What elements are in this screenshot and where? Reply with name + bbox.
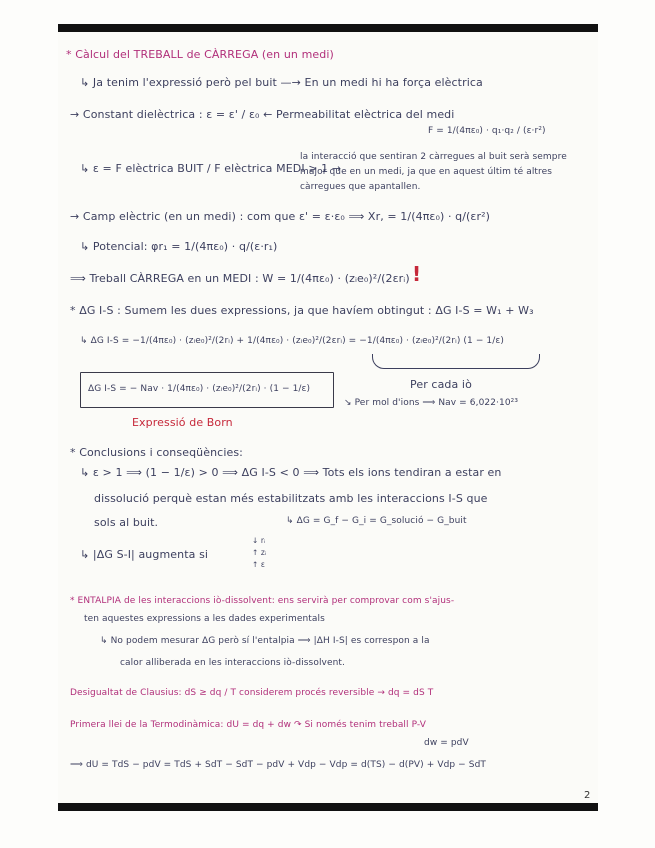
conclusion-line-4: ↳ |ΔG S-I| augmenta si (80, 548, 209, 561)
bottom-dark-edge (58, 803, 598, 811)
delta-g-definition: ↳ ΔG = G_f − G_i = G_solució − G_buit (286, 516, 467, 526)
condition-r: ↓ rᵢ (252, 536, 266, 545)
pv-work: dw = pdV (424, 738, 469, 748)
coulomb-force-formula: F = 1/(4πε₀) · q₁·q₂ / (ε·r²) (428, 126, 546, 136)
conclusions-heading: * Conclusions i conseqüències: (70, 446, 243, 459)
page-number: 2 (584, 790, 591, 801)
per-mol-note: ↘ Per mol d'ions ⟹ Nav = 6,022·10²³ (344, 398, 519, 408)
born-equation: ΔG I-S = − Nav · 1/(4πε₀) · (zᵢe₀)²/(2rᵢ) · (1 − 1/ε) (88, 384, 311, 394)
condition-epsilon: ↑ ε (252, 560, 266, 569)
section-heading: * Càlcul del TREBALL de CÀRREGA (en un medi) (66, 48, 334, 61)
line-delta-g-sum: * ΔG I-S : Sumem les dues expressions, ja que havíem obtingut : ΔG I-S = W₁ + W₃ (70, 304, 534, 317)
line-electric-field: → Camp elèctric (en un medi) : com que ε' = ε·ε₀ ⟹ Xr, = 1/(4πε₀) · q/(εr²) (70, 210, 490, 223)
enthalpy-line-4: calor alliberada en les interaccions iò-dissolvent. (120, 658, 346, 668)
line-delta-g-expansion: ↳ ΔG I-S = −1/(4πε₀) · (zᵢe₀)²/(2rᵢ) + 1/(4πε₀) · (zᵢe₀)²/(2εrᵢ) = −1/(4πε₀) · (zᵢe₀)²/(2rᵢ) (1 − 1/ε) (80, 336, 504, 346)
line-potential: ↳ Potencial: φr₁ = 1/(4πε₀) · q/(ε·r₁) (80, 240, 278, 253)
exclamation-mark: ! (412, 262, 422, 286)
enthalpy-line-2: ten aquestes expressions a les dades experimentals (84, 614, 325, 624)
line-epsilon-ratio: ↳ ε = F elèctrica BUIT / F elèctrica MEDI > 1 → (80, 162, 342, 175)
underbrace (372, 354, 540, 369)
line-vacuum-note: ↳ Ja tenim l'expressió però pel buit —→ En un medi hi ha força elèctrica (80, 76, 483, 89)
screening-explanation: la interacció que sentiran 2 càrregues al buit serà sempre major que en un medi, ja que en aquest últim té altres càrregues que apantallen. (300, 152, 567, 192)
final-derivation-line: ⟹ dU = TdS − pdV = TdS + SdT − SdT − pdV + Vdp − Vdp = d(TS) − d(PV) + Vdp − SdT (70, 760, 487, 770)
clausius-line: Desigualtat de Clausius: dS ≥ dq / T considerem procés reversible → dq = dS T (70, 688, 434, 698)
enthalpy-heading: * ENTALPIA de les interaccions iò-dissolvent: ens servirà per comprovar com s'ajus- (70, 596, 455, 606)
per-ion-label: Per cada iò (410, 378, 472, 391)
top-dark-edge (58, 24, 598, 32)
line-work-in-medium: ⟹ Treball CÀRREGA en un MEDI : W = 1/(4πε₀) · (zᵢe₀)²/(2εrᵢ) (70, 272, 410, 285)
born-label: Expressió de Born (132, 416, 233, 429)
condition-z: ↑ zᵢ (252, 548, 267, 557)
conclusion-line-3: sols al buit. (94, 516, 159, 529)
conclusion-line-2: dissolució perquè estan més estabilitzats amb les interaccions I-S que (94, 492, 488, 505)
first-law-line: Primera llei de la Termodinàmica: dU = dq + dw ↷ Si només tenim treball P-V (70, 720, 427, 730)
enthalpy-line-3: ↳ No podem mesurar ΔG però sí l'entalpia ⟹ |ΔH I-S| es correspon a la (100, 636, 430, 646)
line-dielectric-constant: → Constant dielèctrica : ε = ε' / ε₀ ← Permeabilitat elèctrica del medi (70, 108, 455, 121)
conclusion-line-1: ↳ ε > 1 ⟹ (1 − 1/ε) > 0 ⟹ ΔG I-S < 0 ⟹ Tots els ions tendiran a estar en (80, 466, 502, 479)
